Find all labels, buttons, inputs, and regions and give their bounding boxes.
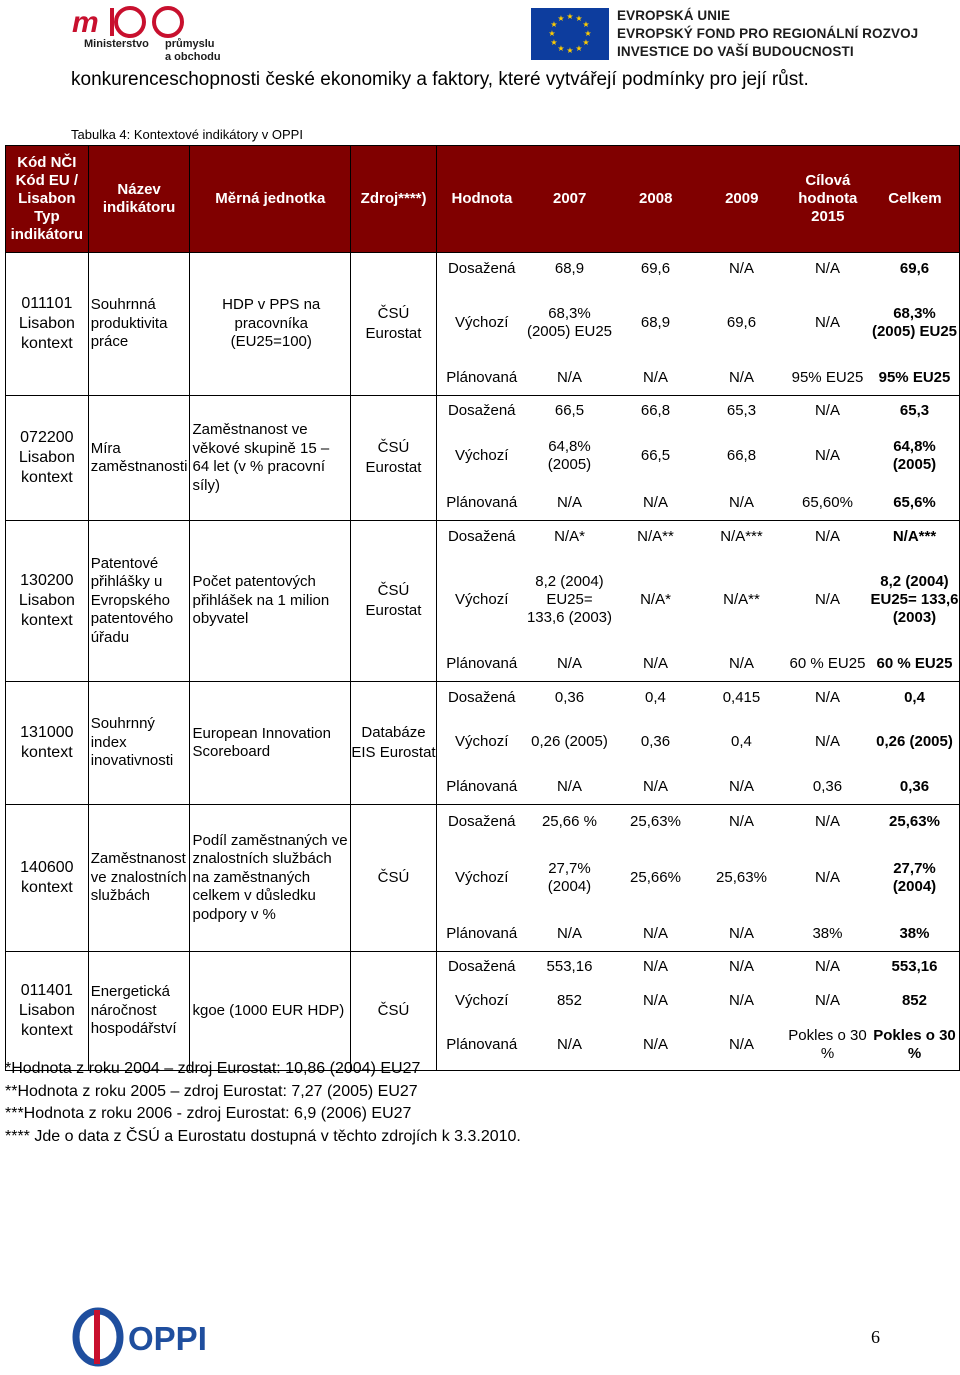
value-total: 0,26 (2005) (876, 733, 953, 750)
value-2009: N/A (728, 813, 754, 830)
value-total: N/A*** (892, 528, 937, 545)
mpo-logo-line2: průmyslu (165, 38, 215, 50)
value-2009: N/A (728, 958, 754, 975)
value-2007: 27,7% (2004) (547, 860, 592, 895)
value-2007: 64,8% (2005) (547, 438, 592, 473)
value-total: 25,63% (889, 813, 940, 830)
header-name: Název indikátoru (88, 146, 190, 253)
value-2008: 0,36 (640, 733, 671, 750)
header-total: Celkem (888, 190, 942, 207)
value-target: N/A (814, 447, 840, 464)
value-total: 27,7% (2004) (892, 860, 937, 895)
value-2007: N/A (556, 655, 582, 672)
value-type: Dosažená (447, 260, 516, 277)
eu-text-line3: INVESTICE DO VAŠÍ BUDOUCNOSTI (617, 44, 854, 59)
value-total: 553,16 (891, 958, 938, 975)
eu-flag-icon (531, 8, 609, 60)
indicator-source: ČSÚ Eurostat (350, 396, 436, 520)
header-2009: 2009 (725, 190, 759, 207)
value-total: 38% (899, 925, 930, 942)
value-subrow (190, 396, 958, 426)
value-target: N/A (814, 813, 840, 830)
indicator-code: 130200 Lisabon kontext (6, 521, 89, 682)
eu-text-line1: EVROPSKÁ UNIE (617, 8, 731, 23)
value-target: N/A (814, 689, 840, 706)
value-2009: N/A (728, 778, 754, 795)
footnote-1: *Hodnota z roku 2004 – zdroj Eurostat: 10,86 (2004) EU27 (5, 1060, 421, 1077)
value-2009: N/A*** (720, 528, 763, 545)
value-subrow (190, 682, 958, 714)
value-target: 0,36 (812, 778, 843, 795)
value-2007: 0,36 (554, 689, 585, 706)
indicator-code: 140600 kontext (6, 805, 89, 952)
value-target: N/A (814, 314, 840, 331)
mpo-logo (70, 4, 240, 66)
value-2008: N/A* (640, 591, 671, 608)
indicator-unit: Počet patentových přihlášek na 1 milion obyvatel (190, 521, 350, 681)
value-subrow (190, 952, 958, 982)
value-type: Plánovaná (446, 778, 518, 795)
value-target: N/A (814, 260, 840, 277)
value-2007: 25,66 % (541, 813, 597, 830)
value-target: 60 % EU25 (789, 655, 866, 672)
value-total: 65,6% (893, 494, 936, 511)
value-2009: 66,8 (726, 447, 757, 464)
table-row (6, 682, 960, 805)
indicator-name: Patentové přihlášky u Evropského patentového úřadu (88, 521, 190, 682)
oppi-logo (70, 1300, 260, 1370)
value-2007: 66,5 (554, 402, 585, 419)
value-2009: N/A (728, 1036, 754, 1053)
value-type: Plánovaná (446, 494, 518, 511)
value-total: Pokles o 30 % (873, 1027, 956, 1062)
value-2009: N/A** (723, 591, 760, 608)
value-2008: N/A (642, 655, 668, 672)
value-2007: 68,9 (554, 260, 585, 277)
indicator-unit: Zaměstnanost ve věkové skupině 15 – 64 let (v % pracovní síly) (190, 396, 350, 520)
value-total: 69,6 (899, 260, 930, 277)
value-2007: 68,3% (2005) EU25 (526, 305, 613, 340)
svg-text:★: ★ (557, 44, 565, 53)
value-2009: 69,6 (726, 314, 757, 331)
value-target: N/A (814, 992, 840, 1009)
indicator-unit: European Innovation Scoreboard (190, 682, 350, 804)
value-type: Výchozí (455, 591, 509, 608)
indicator-code: 072200 Lisabon kontext (6, 396, 89, 521)
indicator-values-group (190, 682, 960, 805)
value-type: Plánovaná (446, 1036, 518, 1053)
indicator-source: ČSÚ (350, 952, 436, 1070)
value-target: N/A (814, 528, 840, 545)
value-2008: 25,66% (630, 869, 681, 886)
value-target: 38% (812, 925, 843, 942)
svg-text:★: ★ (550, 20, 558, 29)
value-type: Výchozí (455, 869, 509, 886)
indicator-source: ČSÚ (350, 805, 436, 951)
value-2009: N/A (728, 369, 754, 386)
footnote-3: ***Hodnota z roku 2006 - zdroj Eurostat: 6,9 (2006) EU27 (5, 1105, 412, 1122)
value-target: N/A (814, 591, 840, 608)
value-target: N/A (814, 733, 840, 750)
value-2008: N/A (642, 958, 668, 975)
value-total: 68,3% (2005) EU25 (871, 305, 958, 340)
indicator-values-group (190, 521, 960, 682)
value-type: Výchozí (455, 314, 509, 331)
value-2009: N/A (728, 494, 754, 511)
indicator-code: 131000 kontext (6, 682, 89, 805)
indicator-unit: Podíl zaměstnaných ve znalostních službách na zaměstnaných celkem v důsledku podpory v % (190, 805, 350, 951)
indicator-values-group (190, 253, 960, 396)
value-total: 852 (901, 992, 927, 1009)
svg-text:★: ★ (550, 38, 558, 47)
value-2007: N/A (556, 369, 582, 386)
value-2009: 0,4 (731, 733, 752, 750)
value-2008: 66,5 (640, 447, 671, 464)
value-2009: N/A (728, 655, 754, 672)
footnote-2: **Hodnota z roku 2005 – zdroj Eurostat: 7,27 (2005) EU27 (5, 1082, 418, 1100)
svg-text:★: ★ (566, 46, 574, 55)
value-2007: 8,2 (2004) EU25= 133,6 (2003) (526, 573, 613, 626)
value-2008: N/A (642, 1036, 668, 1053)
svg-text:★: ★ (575, 44, 583, 53)
value-total: 65,3 (899, 402, 930, 419)
header-group (190, 146, 960, 253)
value-2008: 25,63% (630, 813, 681, 830)
svg-text:★: ★ (557, 14, 565, 23)
value-type: Výchozí (455, 733, 509, 750)
indicator-name: Souhrnná produktivita práce (88, 253, 190, 396)
value-2007: N/A (556, 1036, 582, 1053)
indicator-source: ČSÚ Eurostat (350, 521, 436, 681)
indicator-unit: HDP v PPS na pracovníka (EU25=100) (190, 253, 350, 395)
value-type: Dosažená (447, 958, 516, 975)
value-type: Plánovaná (446, 369, 518, 386)
svg-text:m: m (72, 6, 99, 39)
value-2008: 0,4 (645, 689, 666, 706)
value-2008: N/A (642, 494, 668, 511)
value-2007: N/A* (554, 528, 585, 545)
header-2008: 2008 (639, 190, 673, 207)
value-target: 95% EU25 (791, 369, 864, 386)
value-total: 8,2 (2004) EU25= 133,6 (2003) (870, 573, 959, 626)
value-subrow (190, 253, 958, 285)
value-2007: N/A (556, 925, 582, 942)
value-total: 0,36 (899, 778, 930, 795)
value-2007: 553,16 (546, 958, 593, 975)
value-target: N/A (814, 958, 840, 975)
intro-text: konkurenceschopnosti české ekonomiky a faktory, které vytvářejí podmínky pro její růst. (71, 69, 809, 90)
header-value: Hodnota (451, 190, 513, 207)
value-2009: N/A (728, 992, 754, 1009)
value-2007: 0,26 (2005) (531, 733, 608, 750)
value-target: N/A (814, 402, 840, 419)
table-row (6, 952, 960, 1071)
page-number: 6 (871, 1327, 880, 1347)
indicator-name: Míra zaměstnanosti (88, 396, 190, 521)
value-2009: 65,3 (726, 402, 757, 419)
value-2007: N/A (556, 494, 582, 511)
value-type: Dosažená (447, 402, 516, 419)
value-subrow (190, 805, 958, 839)
value-2008: 69,6 (640, 260, 671, 277)
value-total: 95% EU25 (878, 369, 951, 386)
indicator-values-group (190, 952, 960, 1071)
indicator-name: Zaměstnanost ve znalostních službách (88, 805, 190, 952)
indicator-source: ČSÚ Eurostat (350, 253, 436, 395)
svg-text:★: ★ (584, 29, 592, 38)
value-2009: 25,63% (716, 869, 767, 886)
header-2007: 2007 (553, 190, 587, 207)
header-code: Kód NČI Kód EU / Lisabon Typ indikátoru (6, 146, 89, 253)
value-subrow (190, 521, 958, 553)
svg-text:★: ★ (582, 38, 590, 47)
indicator-code: 011101 Lisabon kontext (6, 253, 89, 396)
indicator-code: 011401 Lisabon kontext (6, 952, 89, 1071)
table-row (6, 521, 960, 682)
value-target: N/A (814, 869, 840, 886)
value-target: 65,60% (802, 494, 853, 511)
indicator-unit: kgoe (1000 EUR HDP) (190, 952, 350, 1070)
value-2009: 0,415 (722, 689, 761, 706)
value-type: Plánovaná (446, 925, 518, 942)
value-type: Dosažená (447, 528, 516, 545)
indicator-name: Souhrnný index inovativnosti (88, 682, 190, 805)
value-2009: N/A (728, 260, 754, 277)
value-2007: N/A (556, 778, 582, 795)
footnote-4: **** Jde o data z ČSÚ a Eurostatu dostupná v těchto zdrojích k 3.3.2010. (5, 1127, 521, 1145)
table-row (6, 805, 960, 952)
header-target: Cílová hodnota 2015 (798, 172, 858, 225)
mpo-logo-line1: Ministerstvo (84, 38, 149, 50)
svg-text:★: ★ (548, 29, 556, 38)
value-total: 0,4 (904, 689, 925, 706)
indicator-source: Databáze EIS Eurostat (350, 682, 436, 804)
value-total: 60 % EU25 (876, 655, 953, 672)
indicator-values-group (190, 396, 960, 521)
indicator-name: Energetická náročnost hospodářství (88, 952, 190, 1071)
indicator-values-group (190, 805, 960, 952)
table-row (6, 253, 960, 396)
value-2008: N/A (642, 778, 668, 795)
eu-text-line2: EVROPSKÝ FOND PRO REGIONÁLNÍ ROZVOJ (617, 26, 919, 41)
value-total: 64,8% (2005) (892, 438, 937, 473)
header-unit: Měrná jednotka (190, 146, 350, 252)
value-2008: N/A (642, 925, 668, 942)
value-target: Pokles o 30 % (788, 1027, 867, 1062)
value-type: Dosažená (447, 689, 516, 706)
value-2009: N/A (728, 925, 754, 942)
value-2008: N/A** (637, 528, 674, 545)
table-caption: Tabulka 4: Kontextové indikátory v OPPI (71, 127, 303, 142)
value-2008: 66,8 (640, 402, 671, 419)
value-type: Dosažená (447, 813, 516, 830)
svg-text:★: ★ (566, 12, 574, 21)
svg-text:★: ★ (582, 20, 590, 29)
value-2008: N/A (642, 369, 668, 386)
value-type: Plánovaná (446, 655, 518, 672)
svg-text:★: ★ (575, 14, 583, 23)
value-2007: 852 (556, 992, 582, 1009)
footnotes (5, 1058, 521, 1148)
oppi-logo-text: OPPI (128, 1320, 207, 1357)
context-indicators-table (5, 145, 960, 1071)
value-type: Výchozí (455, 992, 509, 1009)
mpo-logo-line3: a obchodu (165, 51, 221, 63)
value-type: Výchozí (455, 447, 509, 464)
header-source: Zdroj****) (351, 146, 437, 252)
value-2008: N/A (642, 992, 668, 1009)
value-2008: 68,9 (640, 314, 671, 331)
table-row (6, 396, 960, 521)
